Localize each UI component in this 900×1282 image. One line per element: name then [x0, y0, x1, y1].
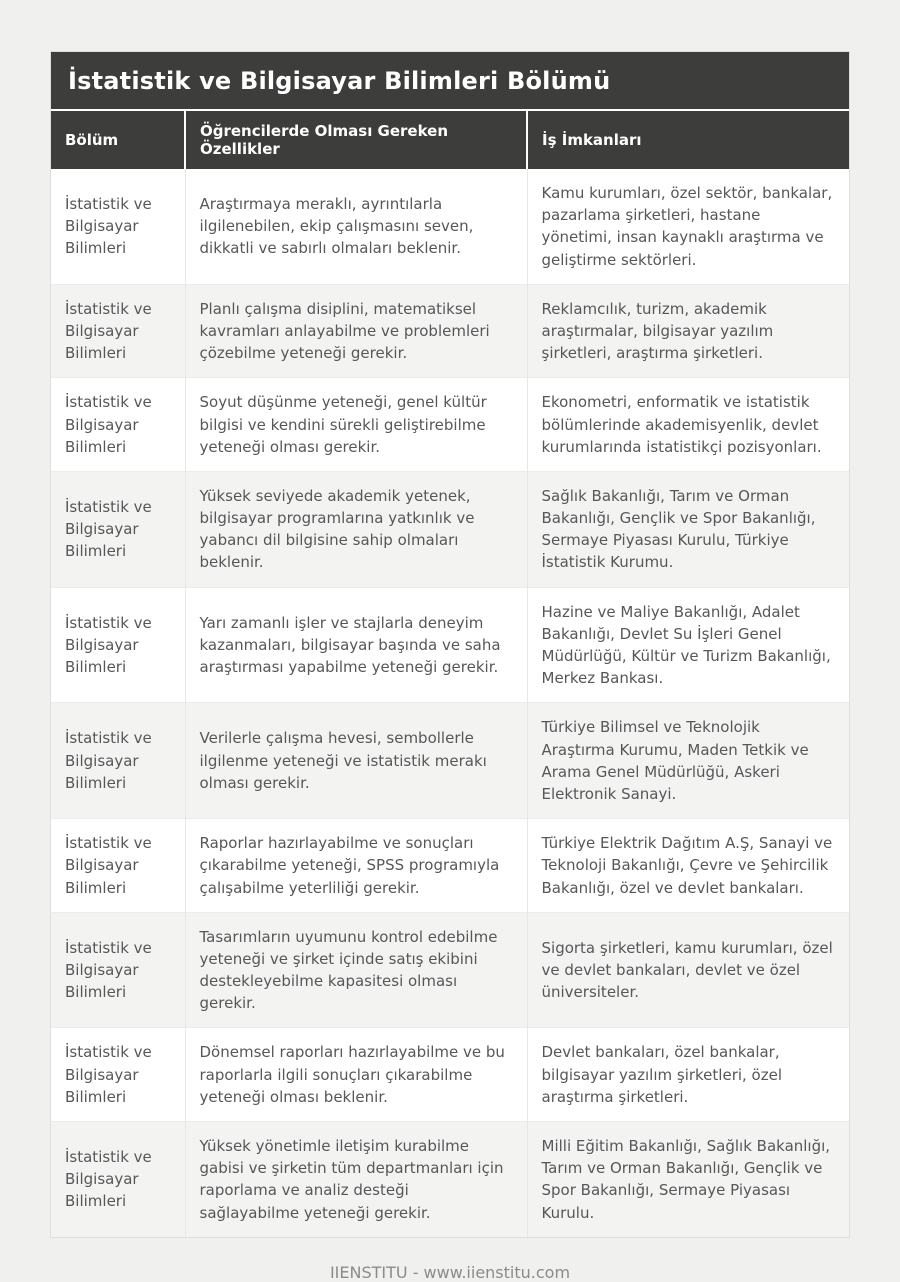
- column-header-ozellikler: Öğrencilerde Olması Gereken Özellikler: [185, 110, 527, 169]
- header-row: [51, 110, 849, 169]
- page-title: İstatistik ve Bilgisayar Bilimleri Bölümü: [51, 52, 849, 109]
- table-row: [51, 912, 849, 1028]
- cell-is-imkanlari: Ekonometri, enformatik ve istatistik bölümlerinde akademisyenlik, devlet kurumlarında istatistikçi pozisyonları.: [527, 378, 849, 472]
- cell-bolum: İstatistik ve Bilgisayar Bilimleri: [51, 819, 185, 913]
- table-row: [51, 378, 849, 472]
- cell-ozellikler: Planlı çalışma disiplini, matematiksel kavramları anlayabilme ve problemleri çözebilme yeteneği gerekir.: [185, 284, 527, 378]
- table-header: [51, 110, 849, 169]
- department-table-card: [50, 51, 850, 1238]
- table-row: [51, 819, 849, 913]
- cell-ozellikler: Tasarımların uyumunu kontrol edebilme yeteneği ve şirket içinde satış ekibini destekleyebilme kapasitesi olması gerekir.: [185, 912, 527, 1028]
- cell-is-imkanlari: Devlet bankaları, özel bankalar, bilgisayar yazılım şirketleri, özel araştırma şirketleri.: [527, 1028, 849, 1122]
- cell-is-imkanlari: Hazine ve Maliye Bakanlığı, Adalet Bakanlığı, Devlet Su İşleri Genel Müdürlüğü, Kültür ve Turizm Bakanlığı, Merkez Bankası.: [527, 587, 849, 703]
- cell-is-imkanlari: Sigorta şirketleri, kamu kurumları, özel ve devlet bankaları, devlet ve özel üniversiteler.: [527, 912, 849, 1028]
- cell-bolum: İstatistik ve Bilgisayar Bilimleri: [65, 195, 152, 258]
- table-row: [51, 1122, 849, 1237]
- cell-ozellikler: Verilerle çalışma hevesi, sembollerle ilgilenme yeteneği ve istatistik merakı olması gerekir.: [185, 703, 527, 819]
- cell-bolum: İstatistik ve Bilgisayar Bilimleri: [51, 1028, 185, 1122]
- cell-ozellikler: Dönemsel raporları hazırlayabilme ve bu raporlarla ilgili sonuçları çıkarabilme yeteneği olması beklenir.: [185, 1028, 527, 1122]
- table-row: [51, 587, 849, 703]
- column-header-is-imkanlari: İş İmkanları: [527, 110, 849, 169]
- table-row: [51, 1028, 849, 1122]
- cell-is-imkanlari: Türkiye Bilimsel ve Teknolojik Araştırma Kurumu, Maden Tetkik ve Arama Genel Müdürlüğü, Askeri Elektronik Sanayi.: [527, 703, 849, 819]
- department-table: [51, 109, 849, 1237]
- cell-ozellikler: Yüksek yönetimle iletişim kurabilme gabisi ve şirketin tüm departmanları için raporlama ve analiz desteği sağlayabilme yeteneği gerekir.: [185, 1122, 527, 1237]
- cell-ozellikler: Yüksek seviyede akademik yetenek, bilgisayar programlarına yatkınlık ve yabancı dil bilgisine sahip olmaları beklenir.: [185, 471, 527, 587]
- column-header-bolum: Bölüm: [51, 110, 185, 169]
- table-row: [51, 284, 849, 378]
- cell-is-imkanlari: Kamu kurumları, özel sektör, bankalar, pazarlama şirketleri, hastane yönetimi, insan kaynaklı araştırma ve geliştirme sektörleri.: [527, 169, 849, 284]
- cell-is-imkanlari: Reklamcılık, turizm, akademik araştırmalar, bilgisayar yazılım şirketleri, araştırma şirketleri.: [527, 284, 849, 378]
- cell-bolum: İstatistik ve Bilgisayar Bilimleri: [51, 284, 185, 378]
- table-row: [51, 703, 849, 819]
- cell-ozellikler: Yarı zamanlı işler ve stajlarla deneyim kazanmaları, bilgisayar başında ve saha araştırması yapabilme yeteneği gerekir.: [185, 587, 527, 703]
- cell-bolum: İstatistik ve Bilgisayar Bilimleri: [51, 1122, 185, 1237]
- cell-bolum: İstatistik ve Bilgisayar Bilimleri: [51, 471, 185, 587]
- cell-bolum: İstatistik ve Bilgisayar Bilimleri: [51, 912, 185, 1028]
- table-row: [51, 471, 849, 587]
- cell-ozellikler: Araştırmaya meraklı, ayrıntılarla ilgilenebilen, ekip çalışmasını seven, dikkatli ve sabırlı olmaları beklenir.: [185, 169, 527, 284]
- cell-bolum: İstatistik ve Bilgisayar Bilimleri: [51, 378, 185, 472]
- footer-credit: IIENSTITU - www.iienstitu.com: [329, 1262, 571, 1282]
- cell-is-imkanlari: Milli Eğitim Bakanlığı, Sağlık Bakanlığı, Tarım ve Orman Bakanlığı, Gençlik ve Spor Bakanlığı, Sermaye Piyasası Kurulu.: [527, 1122, 849, 1237]
- cell-ozellikler: Soyut düşünme yeteneği, genel kültür bilgisi ve kendini sürekli geliştirebilme yeteneği olması gerekir.: [185, 378, 527, 472]
- cell-ozellikler: Raporlar hazırlayabilme ve sonuçları çıkarabilme yeteneği, SPSS programıyla çalışabilme yeterliliği gerekir.: [185, 819, 527, 913]
- cell-bolum: İstatistik ve Bilgisayar Bilimleri: [51, 587, 185, 703]
- table-row: [51, 169, 849, 284]
- cell-is-imkanlari: Türkiye Elektrik Dağıtım A.Ş, Sanayi ve Teknoloji Bakanlığı, Çevre ve Şehircilik Bakanlığı, özel ve devlet bankaları.: [527, 819, 849, 913]
- cell-is-imkanlari: Sağlık Bakanlığı, Tarım ve Orman Bakanlığı, Gençlik ve Spor Bakanlığı, Sermaye Piyasası Kurulu, Türkiye İstatistik Kurumu.: [527, 471, 849, 587]
- cell-bolum: İstatistik ve Bilgisayar Bilimleri: [51, 703, 185, 819]
